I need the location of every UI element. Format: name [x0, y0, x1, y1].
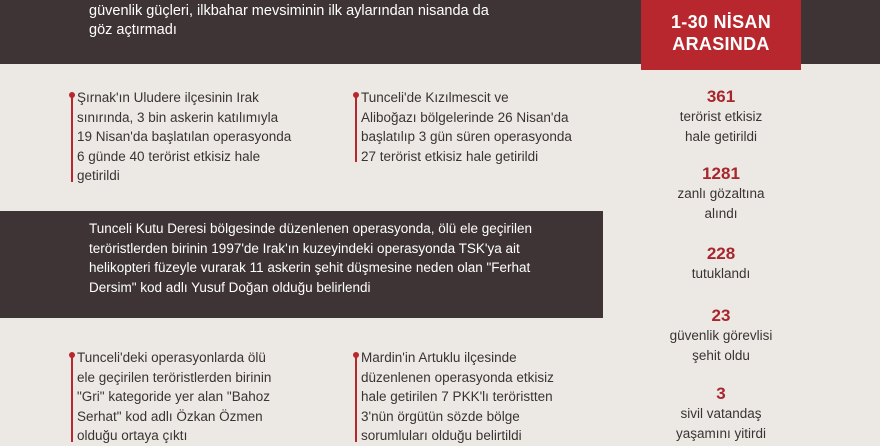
callout-bar [355, 94, 357, 162]
stat-label: zanlı gözaltına [677, 186, 765, 201]
callout-uludere [71, 88, 291, 186]
stat-value: 228 [706, 244, 736, 263]
callout-line: hale getirilen 7 PKK'lı teröristten [361, 389, 553, 404]
stat-label: şehit oldu [692, 347, 750, 363]
bullet-dot-icon [353, 352, 359, 358]
callout-bar [71, 354, 73, 442]
highlight-line: Tunceli Kutu Deresi bölgesinde düzenlenen operasyonda, ölü ele geçirilen [89, 221, 533, 236]
callout-line: başlatılıp 3 gün süren operasyonda [361, 129, 572, 144]
stat-neutralized [641, 87, 801, 146]
callout-line: ele geçirilen teröristlerden birinin [77, 369, 272, 385]
stat-value: 3 [716, 384, 726, 403]
callout-bar [71, 94, 73, 182]
stat-label: sivil vatandaş [680, 406, 762, 421]
highlight-text [89, 219, 584, 297]
bullet-dot-icon [69, 352, 75, 358]
stat-label: alındı [704, 205, 738, 221]
callout-line: Mardin'in Artuklu ilçesinde [361, 350, 517, 365]
date-range: 1-30 NİSAN [670, 12, 772, 32]
callout-line: Aliboğazı bölgelerinde 26 Nisan'da [361, 109, 569, 125]
callout-tunceli-ozmen [71, 348, 271, 446]
callout-line: 6 günde 40 terörist etkisiz hale [77, 148, 261, 164]
callout-line: "Gri" kategoride yer alan "Bahoz [77, 389, 270, 404]
callout-line: Şırnak'ın Uludere ilçesinin Irak [77, 90, 259, 105]
callout-line: düzenlenen operasyonda etkisiz [361, 369, 554, 385]
bullet-dot-icon [353, 92, 359, 98]
callout-line: getirildi [77, 168, 120, 183]
callout-line: 19 Nisan'da başlatılan operasyonda [77, 129, 292, 144]
stat-label: hale getirildi [684, 128, 758, 144]
stat-label: güvenlik görevlisi [669, 328, 773, 343]
callout-bar [355, 354, 357, 442]
highlight-line: helikopteri füzeyle vurarak 11 askerin şehit düşmesine neden olan "Ferhat [89, 260, 531, 275]
bullet-dot-icon [69, 92, 75, 98]
intro-line: güvenlik güçleri, ilkbahar mevsiminin ilk aylarından nisanda da [89, 3, 489, 19]
stat-label: yaşamını yitirdi [675, 425, 767, 441]
highlight-line: teröristlerden birinin 1997'de Irak'ın kuzeyindeki operasyonda TSK'ya ait [89, 240, 520, 256]
callout-line: Tunceli'de Kızılmescit ve [361, 90, 509, 105]
stat-label: tutuklandı [691, 266, 751, 281]
highlight-line: Dersim" kod adlı Yusuf Doğan olduğu belirlendi [89, 279, 371, 295]
date-range-suffix: ARASINDA [672, 34, 770, 54]
callout-line: 3'nün örgütün sözde bölge [361, 408, 520, 424]
callout-line: sınırında, 3 bin askerin katılımıyla [77, 109, 279, 125]
stat-value: 1281 [702, 164, 740, 183]
stat-arrested [641, 244, 801, 284]
callout-line: olduğu ortaya çıktı [77, 428, 188, 443]
callout-line: 27 terörist etkisiz hale getirildi [361, 148, 539, 164]
callout-kizilmescit [355, 88, 572, 166]
callout-mardin [355, 348, 554, 446]
stat-value: 361 [706, 87, 736, 106]
intro-text [89, 2, 549, 40]
date-ribbon [641, 0, 801, 70]
stat-detained [641, 164, 801, 223]
callout-line: Tunceli'deki operasyonlarda ölü [77, 350, 266, 365]
date-ribbon-title [641, 11, 801, 55]
callout-line: Serhat" kod adlı Özkan Özmen [77, 408, 263, 424]
intro-line: göz açtırmadı [89, 22, 177, 38]
stat-civilians [641, 384, 801, 443]
callout-line: sorumluları olduğu belirtildi [361, 428, 522, 443]
stat-martyred [641, 306, 801, 365]
stat-value: 23 [711, 306, 731, 325]
stat-label: terörist etkisiz [679, 109, 763, 124]
